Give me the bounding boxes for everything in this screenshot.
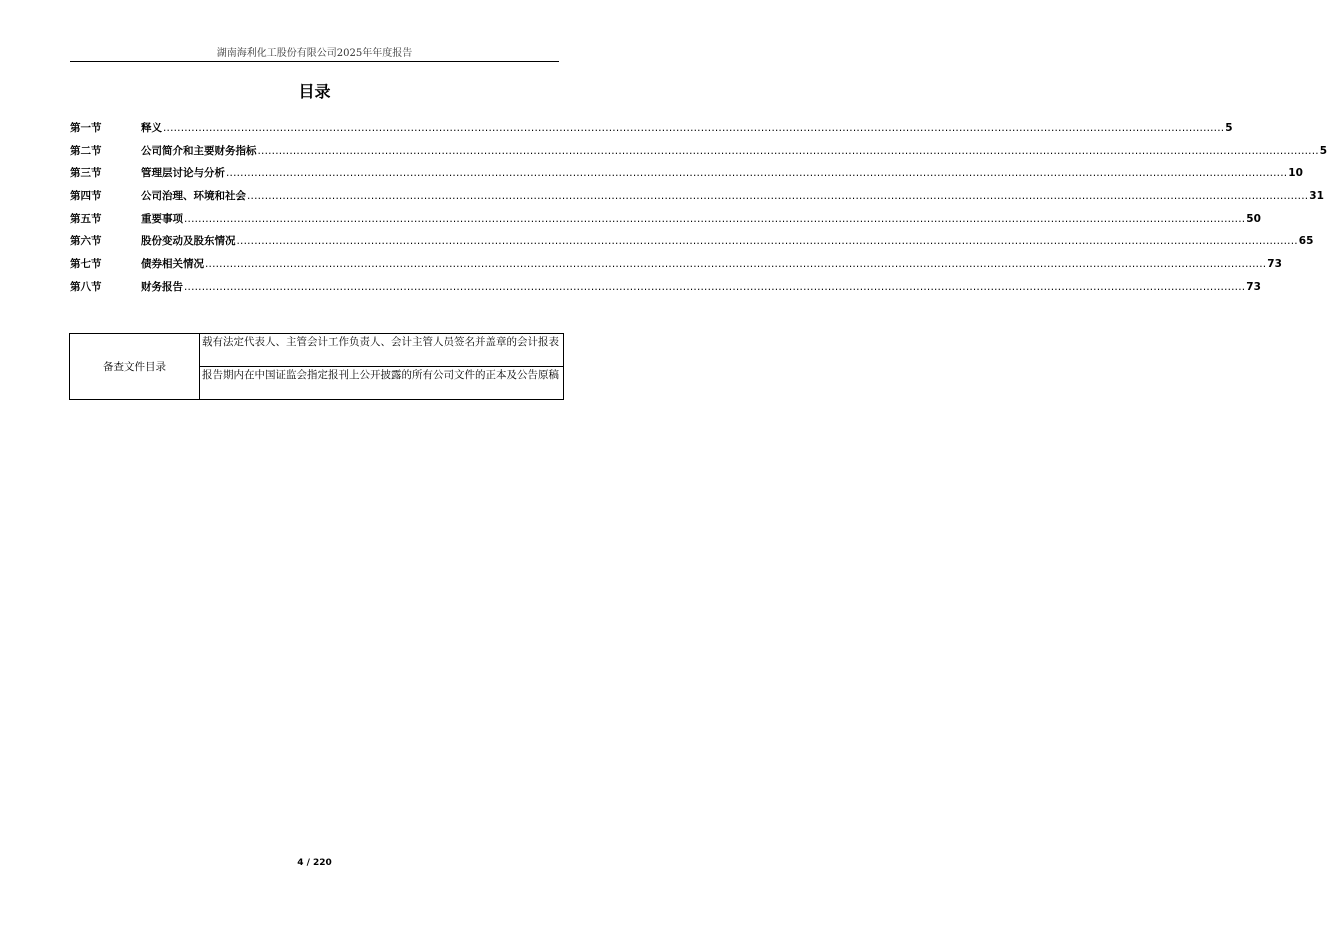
- toc-page-number: 65: [1298, 235, 1314, 248]
- toc-row[interactable]: [70, 120, 1233, 143]
- reference-document-item: 报告期内在中国证监会指定报刊上公开披露的所有公司文件的正本及公告原稿: [200, 367, 564, 400]
- toc-section-title: 股份变动及股东情况: [141, 235, 236, 248]
- toc-leader-dots: ............................................................................................................................................................................................................................................................................................................: [184, 212, 1246, 225]
- page-title: 目录: [298, 82, 331, 101]
- toc-section-number: 第八节: [70, 280, 102, 293]
- toc-page-number: 5: [1225, 122, 1233, 134]
- toc-section-number: 第七节: [70, 258, 102, 271]
- toc-page-number: 73: [1246, 280, 1261, 293]
- toc-section-title: 公司简介和主要财务指标: [141, 144, 257, 157]
- toc-section-title: 财务报告: [141, 280, 183, 293]
- toc-page-number: 31: [1309, 190, 1324, 203]
- toc-section-title: 释义: [141, 122, 162, 134]
- toc-page-number: 10: [1288, 167, 1303, 180]
- toc-section-title: 债券相关情况: [141, 258, 204, 271]
- toc-section-number: 第五节: [70, 212, 102, 225]
- toc-leader-dots: ............................................................................................................................................................................................................................................................................................................: [257, 144, 1319, 157]
- page-number-footer: 4 / 220: [297, 858, 332, 868]
- reference-documents-label: 备查文件目录: [70, 334, 200, 400]
- reference-documents-table: [69, 333, 564, 400]
- table-of-contents: [70, 120, 1327, 302]
- toc-leader-dots: ............................................................................................................................................................................................................................................................................................................: [247, 190, 1309, 203]
- toc-row[interactable]: [70, 233, 1314, 256]
- toc-row[interactable]: [70, 256, 1282, 279]
- page-header: 湖南海利化工股份有限公司2025年年度报告: [216, 48, 413, 59]
- toc-row[interactable]: [70, 188, 1324, 211]
- toc-row[interactable]: [70, 165, 1303, 188]
- header-divider: [70, 61, 559, 62]
- toc-section-number: 第六节: [70, 235, 102, 248]
- toc-section-title: 管理层讨论与分析: [141, 167, 225, 180]
- toc-leader-dots: ............................................................................................................................................................................................................................................................................................................: [163, 122, 1225, 134]
- toc-row[interactable]: [70, 143, 1327, 166]
- toc-row[interactable]: [70, 211, 1261, 234]
- toc-section-title: 公司治理、环境和社会: [141, 190, 246, 203]
- toc-leader-dots: ............................................................................................................................................................................................................................................................................................................: [205, 258, 1267, 271]
- toc-section-number: 第四节: [70, 190, 102, 203]
- toc-leader-dots: ............................................................................................................................................................................................................................................................................................................: [226, 167, 1288, 180]
- toc-leader-dots: ............................................................................................................................................................................................................................................................................................................: [236, 235, 1298, 248]
- toc-page-number: 73: [1267, 258, 1282, 271]
- reference-document-item: 载有法定代表人、主管会计工作负责人、会计主管人员签名并盖章的会计报表: [200, 334, 564, 367]
- toc-section-number: 第一节: [70, 122, 102, 134]
- toc-section-number: 第二节: [70, 144, 102, 157]
- toc-row[interactable]: [70, 279, 1261, 302]
- toc-page-number: 50: [1246, 212, 1261, 225]
- toc-section-number: 第三节: [70, 167, 102, 180]
- toc-leader-dots: ............................................................................................................................................................................................................................................................................................................: [184, 280, 1246, 293]
- toc-page-number: 5: [1319, 144, 1327, 157]
- toc-section-title: 重要事项: [141, 212, 183, 225]
